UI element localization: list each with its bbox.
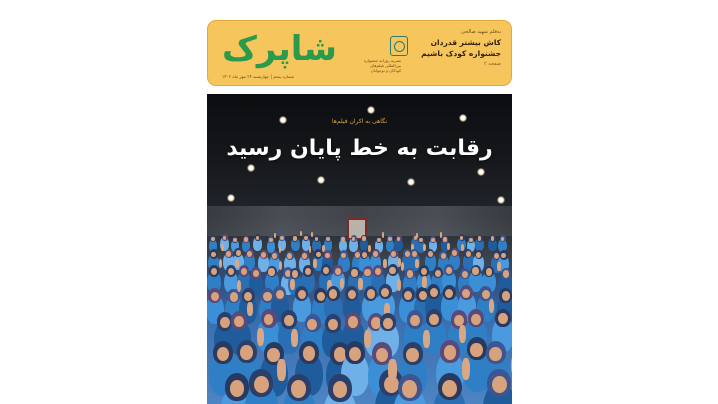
raised-hand <box>290 279 295 291</box>
audience-face <box>491 236 495 240</box>
teaser-line-1[interactable]: کاش بیشتر قدردان <box>430 38 501 47</box>
raised-hand <box>440 232 442 237</box>
audience-face <box>348 290 356 299</box>
audience-face <box>220 317 230 329</box>
audience-face <box>362 236 366 240</box>
raised-hand <box>511 355 512 377</box>
audience-face <box>406 348 418 362</box>
raised-hand <box>247 302 253 316</box>
audience-face <box>317 292 325 301</box>
audience-face <box>407 270 413 277</box>
audience-face <box>441 253 446 259</box>
raised-hand <box>257 328 264 346</box>
audience-face <box>471 314 481 326</box>
story-kicker: نگاهی به اکران فیلم‌ها <box>331 118 388 125</box>
audience-face <box>329 289 337 298</box>
audience-face <box>364 269 370 276</box>
raised-hand <box>358 278 363 290</box>
raised-hand <box>423 330 430 348</box>
masthead <box>207 20 512 86</box>
audience-face <box>292 270 298 277</box>
audience-face <box>486 268 492 275</box>
audience-face <box>501 253 506 259</box>
audience-face <box>367 289 375 298</box>
audience-face <box>293 236 297 240</box>
audience-face <box>236 250 241 256</box>
raised-hand <box>423 244 426 251</box>
audience-face <box>298 290 306 299</box>
audience-face <box>502 291 510 300</box>
audience-face <box>469 238 473 242</box>
audience-face <box>383 318 393 330</box>
audience-face <box>470 343 482 357</box>
audience-face <box>303 346 315 360</box>
audience-face <box>443 237 447 241</box>
audience-face <box>280 236 284 240</box>
audience-face <box>341 237 345 241</box>
audience-face <box>402 380 417 397</box>
audience-face <box>328 319 338 331</box>
raised-hand <box>382 232 384 237</box>
raised-hand <box>422 276 427 288</box>
audience-face <box>348 316 358 328</box>
audience-face <box>291 380 306 397</box>
raised-hand <box>462 358 470 380</box>
audience-face <box>241 268 247 275</box>
raised-hand <box>383 259 387 268</box>
audience-face <box>272 253 277 259</box>
audience-face <box>211 237 215 241</box>
audience-face <box>388 237 392 241</box>
raised-hand <box>237 280 242 292</box>
raised-hand <box>497 262 501 271</box>
audience-face <box>462 271 468 278</box>
raised-hand <box>219 259 223 268</box>
audience-face <box>405 251 410 257</box>
audience-face <box>472 267 478 274</box>
raised-hand <box>274 233 276 238</box>
audience-face <box>263 292 271 301</box>
raised-hand <box>388 359 396 381</box>
audience-face <box>244 237 248 241</box>
raised-hand <box>291 329 298 347</box>
audience-face <box>442 380 457 397</box>
raised-hand <box>313 259 317 268</box>
audience-face <box>466 251 471 257</box>
raised-hand <box>415 259 419 268</box>
teaser-kicker: به‌قلم شهید‌ صالحی <box>461 29 501 35</box>
raised-hand <box>459 325 466 343</box>
audience-face <box>492 376 507 393</box>
audience-face <box>226 251 231 257</box>
raised-hand <box>309 246 312 253</box>
raised-hand <box>368 245 371 252</box>
raised-hand <box>277 359 285 381</box>
audience-face <box>211 292 219 301</box>
audience-crowd <box>207 234 512 404</box>
teaser-line-2[interactable]: جشنواره کودک باشیم <box>421 49 501 58</box>
audience-face <box>412 251 417 257</box>
audience-face <box>431 238 435 242</box>
audience-face <box>276 290 284 299</box>
issue-line: شماره پنجم | چهارشنبه ۲۴ مهر ماه ۱۴۰۲ <box>222 74 294 79</box>
audience-face <box>284 315 294 327</box>
teaser[interactable] <box>391 29 501 67</box>
audience-face <box>302 253 307 259</box>
raised-hand <box>416 233 418 238</box>
audience-face <box>503 270 509 277</box>
audience-face <box>240 345 252 359</box>
audience-face <box>304 236 308 240</box>
meta-line-2: بین‌المللی فیلم‌های <box>370 63 401 68</box>
meta-line-3: کودکان و نوجوانان <box>370 68 401 73</box>
teaser-page: صفحه ۲ <box>484 61 501 67</box>
audience-face <box>316 252 321 258</box>
audience-face <box>430 288 438 297</box>
raised-hand <box>461 244 464 251</box>
raised-hand <box>397 279 402 291</box>
audience-face <box>362 252 367 258</box>
raised-hand <box>447 243 450 250</box>
raised-hand <box>279 261 283 270</box>
cover-headline[interactable]: رقابت به خط پایان رسید <box>226 136 493 161</box>
audience-face <box>268 268 274 275</box>
cover-photo <box>207 94 512 404</box>
audience-face <box>230 292 238 301</box>
newspaper-cover <box>207 20 512 404</box>
audience-face <box>253 270 259 277</box>
audience-face <box>389 267 395 274</box>
audience-face <box>254 376 269 393</box>
audience-face <box>351 269 357 276</box>
audience-face <box>233 238 237 242</box>
raised-hand <box>364 330 371 348</box>
logo-text: شاپرک <box>222 29 337 69</box>
audience-face <box>444 345 456 359</box>
audience-face <box>489 347 501 361</box>
audience-face <box>228 268 234 275</box>
audience-face <box>377 238 381 242</box>
meta-line-1: نشریه روزانه جشنواره <box>363 58 401 63</box>
audience-face <box>428 251 433 257</box>
audience-face <box>478 236 482 240</box>
